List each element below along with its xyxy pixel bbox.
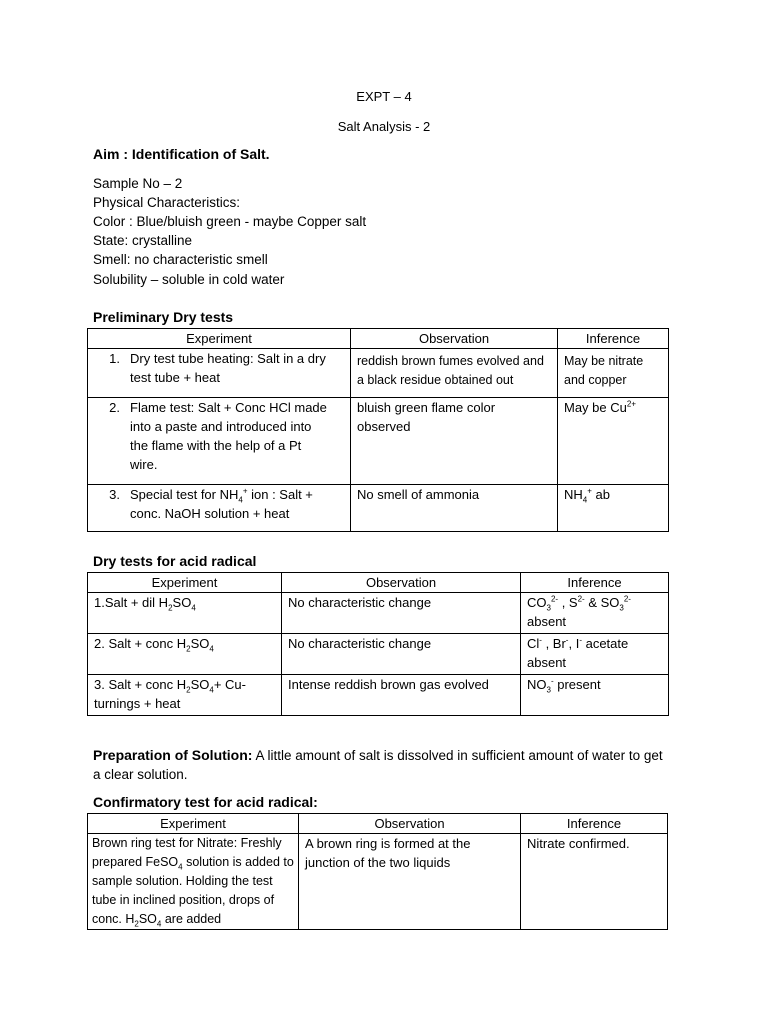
dry-acid-table: [87, 572, 669, 716]
observation-cell: No characteristic change: [282, 593, 521, 634]
table-row: [88, 675, 669, 716]
confirmatory-heading: Confirmatory test for acid radical:: [93, 794, 318, 810]
state-line: State: crystalline: [93, 233, 193, 248]
table-row: [88, 349, 669, 398]
experiment-cell: 3. Salt + conc $H_2SO_4+$ Cu-turnings + heat: [88, 675, 282, 716]
sample-no: Sample No – 2: [93, 176, 183, 191]
col-header-inference: Inference: [521, 814, 668, 834]
preparation-text: A little amount of salt is dissolved in sufficient amount of water to get a clear solution.: [93, 748, 663, 782]
experiment-cell: 1.Salt + dil $H_2SO_4$: [88, 593, 282, 634]
col-header-observation: Observation: [299, 814, 521, 834]
col-header-inference: Inference: [558, 329, 669, 349]
table-row: [88, 485, 669, 532]
inference-cell: May be $Cu^{2+}$: [558, 398, 669, 485]
preparation-label: Preparation of Solution:: [93, 747, 253, 763]
inference-cell: May be nitrate and copper: [558, 349, 669, 398]
observation-cell: reddish brown fumes evolved and a black residue obtained out: [351, 349, 558, 398]
experiment-cell: Flame test: Salt + Conc HCl made into a paste and introduced into the flame with the help of a Pt wire.: [130, 400, 327, 472]
preliminary-table: [87, 328, 669, 532]
inference-cell: $CO_3^{2-}$ , $S^{2-}$ & $SO_3^{2-}$ absent: [521, 593, 669, 634]
observation-cell: A brown ring is formed at the junction of the two liquids: [299, 834, 521, 930]
table-row: [88, 834, 668, 930]
preparation-paragraph: [93, 746, 673, 784]
experiment-cell: Brown ring test for Nitrate: Freshly prepared FeSO$_4$ solution is added to sample solution. Holding the test tube in inclined position, drops of conc. $H_2SO_4$ are added: [88, 834, 299, 930]
inference-cell: $NH_4^+$ ab: [558, 485, 669, 532]
preliminary-heading: Preliminary Dry tests: [93, 309, 234, 325]
col-header-inference: Inference: [521, 573, 669, 593]
experiment-cell: 2. Salt + conc $H_2SO_4$: [88, 634, 282, 675]
col-header-experiment: Experiment: [88, 329, 351, 349]
table-row: [88, 593, 669, 634]
inference-cell: Nitrate confirmed.: [521, 834, 668, 930]
observation-cell: No smell of ammonia: [351, 485, 558, 532]
col-header-experiment: Experiment: [88, 573, 282, 593]
doc-title: Salt Analysis - 2: [337, 119, 431, 134]
confirmatory-table: [87, 813, 668, 930]
row-number: 3.: [109, 487, 120, 502]
row-number: 1.: [109, 351, 120, 366]
expt-number: EXPT – 4: [356, 89, 412, 104]
col-header-experiment: Experiment: [88, 814, 299, 834]
table-row: [88, 398, 669, 485]
inference-cell: $NO_3^-$ present: [521, 675, 669, 716]
col-header-observation: Observation: [351, 329, 558, 349]
color-line: Color : Blue/bluish green - maybe Copper salt: [93, 214, 367, 229]
smell-line: Smell: no characteristic smell: [93, 252, 268, 267]
inference-cell: Cl- , Br-, I- acetate absent: [521, 634, 669, 675]
experiment-cell: Dry test tube heating: Salt in a dry test tube + heat: [130, 351, 326, 385]
col-header-observation: Observation: [282, 573, 521, 593]
dry-acid-heading: Dry tests for acid radical: [93, 553, 257, 569]
observation-cell: No characteristic change: [282, 634, 521, 675]
experiment-cell: Special test for $NH_4^+$ ion : Salt + conc. NaOH solution + heat: [130, 486, 313, 521]
observation-cell: bluish green flame color observed: [351, 398, 558, 485]
physical-characteristics: Physical Characteristics:: [93, 195, 241, 210]
aim-heading: Aim : Identification of Salt.: [93, 146, 270, 162]
row-number: 2.: [109, 400, 120, 415]
solubility-line: Solubility – soluble in cold water: [93, 272, 285, 287]
observation-cell: Intense reddish brown gas evolved: [282, 675, 521, 716]
table-row: [88, 634, 669, 675]
